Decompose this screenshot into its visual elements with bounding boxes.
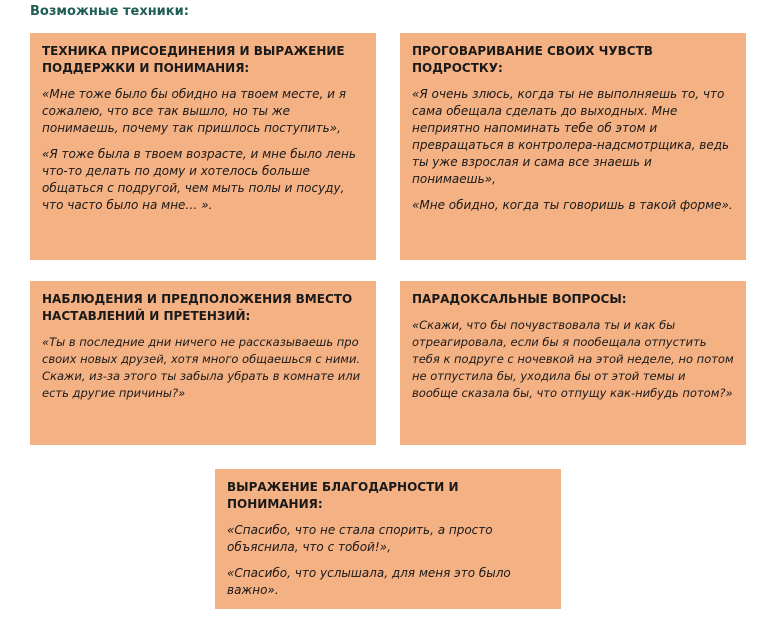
technique-card-feelings — [400, 33, 746, 260]
card-title: НАБЛЮДЕНИЯ И ПРЕДПОЛОЖЕНИЯ ВМЕСТО НАСТАВЛЕНИЙ И ПРЕТЕНЗИЙ: — [42, 292, 353, 323]
card-quote: «Спасибо, что услышала, для меня это было важно». — [227, 566, 511, 597]
technique-card-joining — [30, 33, 376, 260]
card-quote: «Спасибо, что не стала спорить, а просто объяснила, что с тобой!», — [227, 523, 493, 554]
card-title: ВЫРАЖЕНИЕ БЛАГОДАРНОСТИ И ПОНИМАНИЯ: — [227, 480, 459, 511]
card-title: ПАРАДОКСАЛЬНЫЕ ВОПРОСЫ: — [412, 292, 627, 306]
card-quote: «Я очень злюсь, когда ты не выполняешь то, что сама обещала сделать до выходных. Мне неприятно напоминать тебе об этом и превращаться в контролера-надсмотрщика, ведь ты уже взрослая и сама все знаешь и понимаешь», — [412, 87, 730, 186]
page-title: Возможные техники: — [30, 4, 189, 19]
technique-card-gratitude — [215, 469, 561, 609]
card-title: ТЕХНИКА ПРИСОЕДИНЕНИЯ И ВЫРАЖЕНИЕ ПОДДЕРЖКИ И ПОНИМАНИЯ: — [42, 44, 345, 75]
card-quote: «Мне тоже было бы обидно на твоем месте, и я сожалею, что все так вышло, но ты же понимаешь, почему так пришлось поступить», — [42, 87, 346, 135]
card-title: ПРОГОВАРИВАНИЕ СВОИХ ЧУВСТВ ПОДРОСТКУ: — [412, 44, 653, 75]
card-quote: «Ты в последние дни ничего не рассказываешь про своих новых друзей, хотя много общаешься с ними. Скажи, из-за этого ты забыла убрать в комнате или есть другие причины?» — [42, 335, 361, 400]
card-quote: «Я тоже была в твоем возрасте, и мне было лень что-то делать по дому и хотелось больше общаться с подругой, чем мыть полы и посуду, что часто было на мне… ». — [42, 147, 356, 212]
card-quote: «Скажи, что бы почувствовала ты и как бы отреагировала, если бы я пообещала отпустить тебя к подруге с ночевкой на этой неделе, но потом не отпустила бы, уходила бы от этой темы и вообще сказала бы, что отпущу как-нибудь потом?» — [412, 318, 734, 400]
technique-card-observations — [30, 281, 376, 445]
technique-card-paradox-questions — [400, 281, 746, 445]
card-quote: «Мне обидно, когда ты говоришь в такой форме». — [412, 198, 733, 212]
